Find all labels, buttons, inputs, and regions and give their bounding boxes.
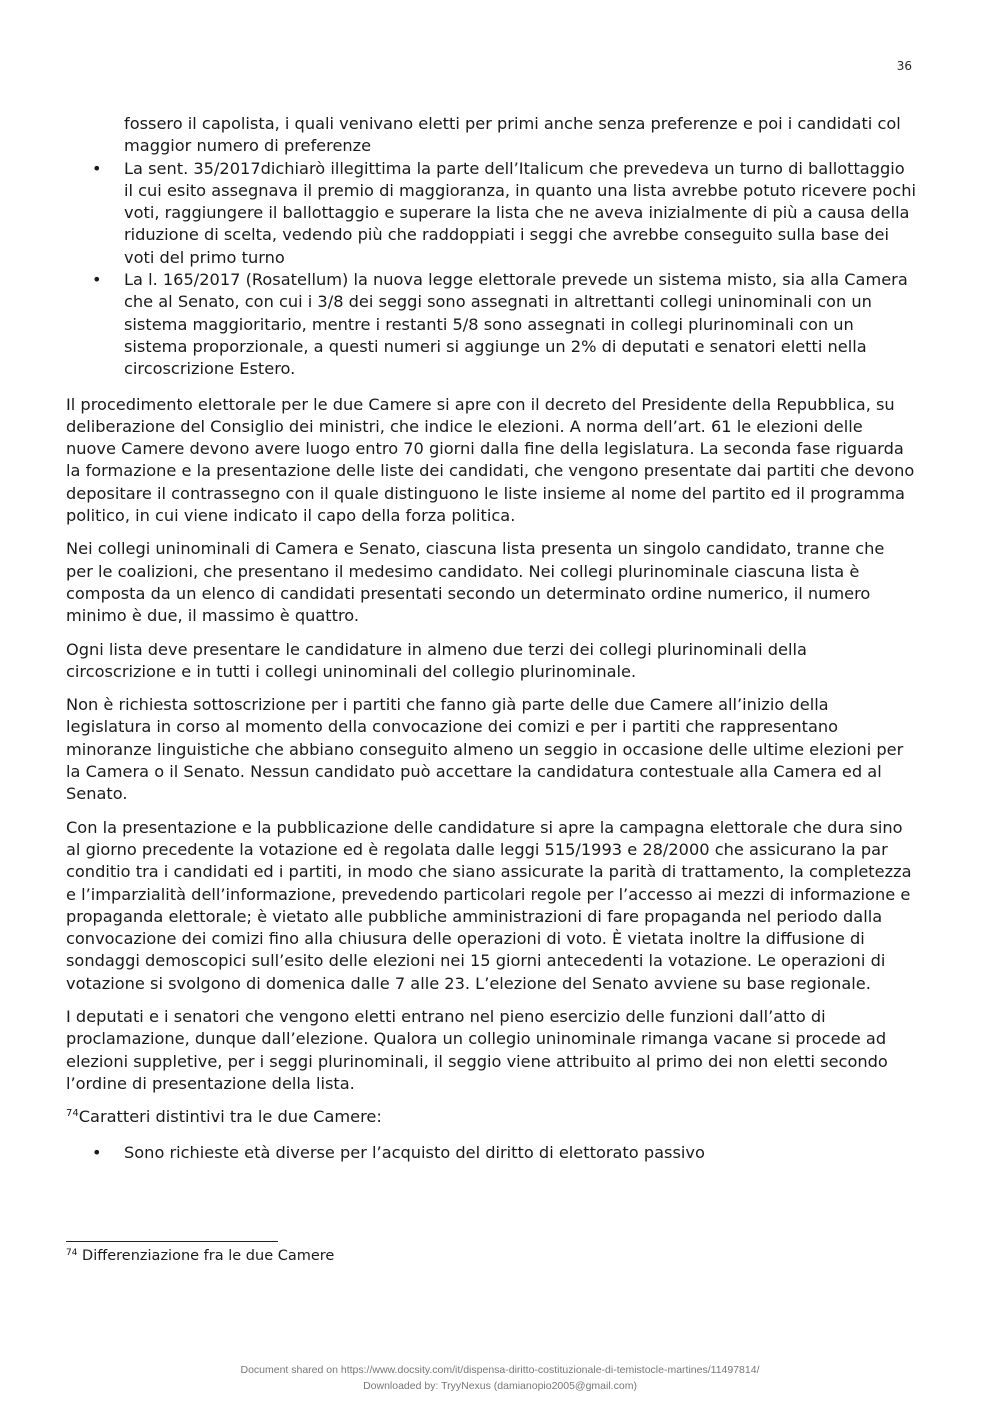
paragraph-procedimento-elettorale: Il procedimento elettorale per le due Camere si apre con il decreto del Presidente della Repubblica, su deliberazione del Consiglio dei ministri, che indice le elezioni. A norma dell’art. 61 le elezioni delle nuove Camere devono avere luogo entro 70 giorni dalla fine della legislatura. La seconda fase riguarda la formazione e la presentazione delle liste dei candidati, che vengono presentate dai partiti che devono depositare il contrassegno con il quale distinguono le liste insieme al nome del partito ed il programma politico, in cui viene indicato il capo della forza politica. — [66, 394, 915, 526]
list-item-text: fossero il capolista, i quali venivano eletti per primi anche senza preferenze e poi i candidati col maggior numero di preferenze — [124, 114, 901, 156]
paragraph-sottoscrizione: Non è richiesta sottoscrizione per i partiti che fanno già parte delle due Camere all’inizio della legislatura in corso al momento della convocazione dei comizi e per i partiti che rappresentano minoranze linguistiche che abbiano conseguito almeno un seggio in occasione delle ultime elezioni per la Camera o il Senato. Nessun candidato può accettare la candidatura contestuale alla Camera ed al Senato. — [66, 695, 904, 804]
footnote-reference: 74 — [66, 1108, 79, 1120]
bottom-bullet-list — [66, 1142, 916, 1164]
footnote-number: 74 — [66, 1248, 78, 1258]
section-heading — [66, 1106, 916, 1128]
paragraph-collegi-uninominali: Nei collegi uninominali di Camera e Senato, ciascuna lista presenta un singolo candidato, tranne che per le coalizioni, che presentano il medesimo candidato. Nei collegi plurinominale ciascuna lista è composta da un elenco di candidati presentati secondo un determinato ordine numerico, il numero minimo è due, il massimo è quattro. — [66, 539, 885, 626]
bullet-icon: • — [92, 270, 102, 290]
section-heading-text: Caratteri distintivi tra le due Camere: — [78, 1107, 382, 1127]
footnote — [66, 1247, 906, 1265]
footer-downloaded-line: Downloaded by: TryyNexus (damianopio2005@gmail.com) — [363, 1380, 637, 1392]
page-content — [66, 113, 916, 1165]
footnote-text: Differenziazione fra le due Camere — [77, 1248, 335, 1264]
list-item-text: Sono richieste età diverse per l’acquisto del diritto di elettorato passivo — [124, 1143, 705, 1163]
bullet-icon: • — [92, 158, 102, 178]
list-item-sentence-35-2017 — [66, 158, 916, 269]
list-item-continuation — [66, 113, 916, 158]
list-item-rosatellum — [66, 269, 916, 380]
list-item-text: La l. 165/2017 (Rosatellum) la nuova legge elettorale prevede un sistema misto, sia alla Camera che al Senato, con cui i 3/8 dei seggi sono assegnati in altrettanti collegi uninominali con un sistema maggioritario, mentre i restanti 5/8 sono assegnati in collegi plurinominali con un sistema proporzionale, a questi numeri si aggiunge un 2% di deputati e senatori eletti nella circoscrizione Estero. — [124, 270, 908, 379]
footnote-separator — [66, 1241, 278, 1242]
document-footer — [0, 1362, 1000, 1394]
page-number: 36 — [896, 59, 912, 73]
list-item-eta-elettorato — [66, 1142, 916, 1164]
paragraph-proclamazione: I deputati e i senatori che vengono eletti entrano nel pieno esercizio delle funzioni dall’atto di proclamazione, dunque dall’elezione. Qualora un collegio uninominale rimanga vacane si procede ad elezioni suppletive, per i seggi plurinominali, il seggio viene attribuito al primo dei non eletti secondo l’ordine di presentazione della lista. — [66, 1006, 888, 1093]
paragraph-candidature-liste: Ogni lista deve presentare le candidature in almeno due terzi dei collegi plurinominali della circoscrizione e in tutti i collegi uninominali del collegio plurinominale. — [66, 639, 807, 681]
list-item-text: La sent. 35/2017dichiarò illegittima la parte dell’Italicum che prevedeva un turno di ballottaggio il cui esito assegnava il premio di maggioranza, in quanto una lista avrebbe potuto ricevere pochi voti, raggiungere il ballottaggio e superare la lista che ne aveva inizialmente di più a causa della riduzione di scelta, vedendo più che raddoppiati i seggi che avrebbe conseguito sulla base dei voti del primo turno — [124, 158, 916, 267]
bullet-icon: • — [92, 1143, 102, 1163]
paragraph-campagna-elettorale: Con la presentazione e la pubblicazione delle candidature si apre la campagna elettorale che dura sino al giorno precedente la votazione ed è regolata dalle leggi 515/1993 e 28/2000 che assicurano la par conditio tra i candidati ed i partiti, in modo che siano assicurate la parità di trattamento, la completezza e l’imparzialità dell’informazione, prevedendo particolari regole per l’accesso ai mezzi di informazione e propaganda elettorale; è vietato alle pubbliche amministrazioni di fare propaganda nel periodo dalla convocazione dei comizi fino alla chiusura delle operazioni di voto. È vietata inoltre la diffusione di sondaggi demoscopici sull’esito delle elezioni nei 15 giorni antecedenti la votazione. Le operazioni di votazione si svolgono di domenica dalle 7 alle 23. L’elezione del Senato avviene su base regionale. — [66, 817, 912, 993]
top-bullet-list — [66, 113, 916, 381]
footer-shared-line: Document shared on https://www.docsity.com/it/dispensa-diritto-costituzionale-di-temistocle-martines/11497814/ — [240, 1364, 760, 1376]
